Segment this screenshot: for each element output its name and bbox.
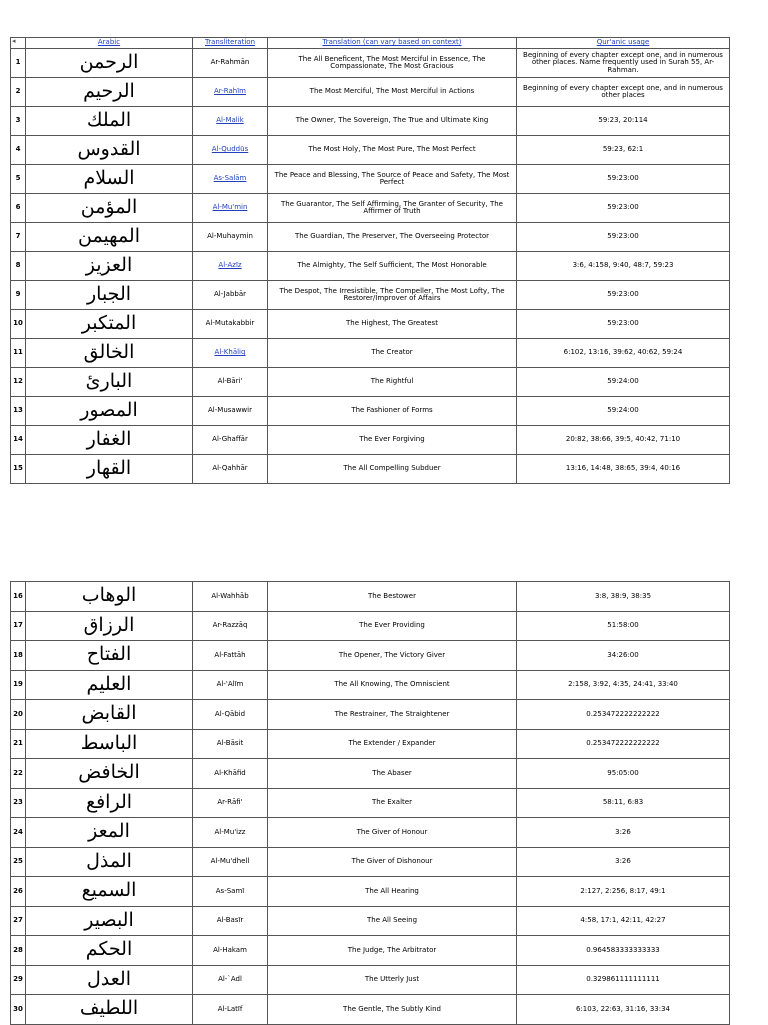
translation: The Extender / Expander xyxy=(268,729,517,759)
quranic-usage: 59:24:00 xyxy=(517,368,730,397)
header-usage[interactable]: Qur'anic usage xyxy=(517,38,730,49)
translation: The Highest, The Greatest xyxy=(268,310,517,339)
table-row xyxy=(11,252,730,281)
table-row xyxy=(11,136,730,165)
arabic-name: المعز xyxy=(26,818,193,848)
arabic-name: الملك xyxy=(26,107,193,136)
row-number: 22 xyxy=(11,759,26,789)
row-number: 19 xyxy=(11,670,26,700)
transliteration[interactable]: Al-Mu'min xyxy=(193,194,268,223)
transliteration: Al-'Alīm xyxy=(193,670,268,700)
translation: The Creator xyxy=(268,339,517,368)
translation: The Owner, The Sovereign, The True and Ultimate King xyxy=(268,107,517,136)
arabic-name: السلام xyxy=(26,165,193,194)
transliteration: Al-Qābid xyxy=(193,700,268,730)
arabic-name: القدوس xyxy=(26,136,193,165)
transliteration: Al-Jabbār xyxy=(193,281,268,310)
translation: The Gentle, The Subtly Kind xyxy=(268,995,517,1025)
arabic-name: العدل xyxy=(26,965,193,995)
row-number: 1 xyxy=(11,49,26,78)
quranic-usage: 20:82, 38:66, 39:5, 40:42, 71:10 xyxy=(517,426,730,455)
row-number: 18 xyxy=(11,641,26,671)
table-row xyxy=(11,611,730,641)
quranic-usage: 34:26:00 xyxy=(517,641,730,671)
table-row xyxy=(11,339,730,368)
arabic-name: القهار xyxy=(26,455,193,484)
table-row xyxy=(11,397,730,426)
transliteration: Ar-Rāfi' xyxy=(193,788,268,818)
row-number: 13 xyxy=(11,397,26,426)
arabic-name: الجبار xyxy=(26,281,193,310)
table-row xyxy=(11,847,730,877)
transliteration: Al-Fattāh xyxy=(193,641,268,671)
arabic-name: الخالق xyxy=(26,339,193,368)
translation: The Exalter xyxy=(268,788,517,818)
table-row xyxy=(11,223,730,252)
arabic-name: الوهاب xyxy=(26,582,193,612)
row-number: 20 xyxy=(11,700,26,730)
filter-icon[interactable]: ◂ xyxy=(12,37,16,45)
quranic-usage: 95:05:00 xyxy=(517,759,730,789)
transliteration[interactable]: Al-Quddūs xyxy=(193,136,268,165)
arabic-name: العزيز xyxy=(26,252,193,281)
translation: The Restrainer, The Straightener xyxy=(268,700,517,730)
quranic-usage: 4:58, 17:1, 42:11, 42:27 xyxy=(517,906,730,936)
quranic-usage: Beginning of every chapter except one, and in numerous other places xyxy=(517,78,730,107)
row-number: 26 xyxy=(11,877,26,907)
arabic-name: الرحمن xyxy=(26,49,193,78)
quranic-usage: 2:127, 2:256, 8:17, 49:1 xyxy=(517,877,730,907)
quranic-usage: 59:24:00 xyxy=(517,397,730,426)
translation: The Almighty, The Self Sufficient, The Most Honorable xyxy=(268,252,517,281)
translation: The Guardian, The Preserver, The Overseeing Protector xyxy=(268,223,517,252)
arabic-name: المصور xyxy=(26,397,193,426)
table-row xyxy=(11,281,730,310)
transliteration: Al-Mu'izz xyxy=(193,818,268,848)
row-number: 3 xyxy=(11,107,26,136)
table-row xyxy=(11,818,730,848)
transliteration: As-Samī xyxy=(193,877,268,907)
transliteration: Al-Bāsit xyxy=(193,729,268,759)
quranic-usage: 58:11, 6:83 xyxy=(517,788,730,818)
transliteration: Al-Mu'dhell xyxy=(193,847,268,877)
table-row xyxy=(11,107,730,136)
transliteration: Al-Wahhāb xyxy=(193,582,268,612)
table-row xyxy=(11,788,730,818)
table-row xyxy=(11,936,730,966)
arabic-name: الفتاح xyxy=(26,641,193,671)
translation: The Giver of Dishonour xyxy=(268,847,517,877)
translation: The Most Holy, The Most Pure, The Most Perfect xyxy=(268,136,517,165)
quranic-usage: 6:103, 22:63, 31:16, 33:34 xyxy=(517,995,730,1025)
table-row xyxy=(11,906,730,936)
transliteration: Al-Khāfid xyxy=(193,759,268,789)
table-row xyxy=(11,700,730,730)
arabic-name: البارئ xyxy=(26,368,193,397)
translation: The All Seeing xyxy=(268,906,517,936)
row-number: 12 xyxy=(11,368,26,397)
row-number: 25 xyxy=(11,847,26,877)
quranic-usage: 3:26 xyxy=(517,847,730,877)
table-row xyxy=(11,49,730,78)
quranic-usage: 3:6, 4:158, 9:40, 48:7, 59:23 xyxy=(517,252,730,281)
translation: The All Knowing, The Omniscient xyxy=(268,670,517,700)
quranic-usage: 3:8, 38:9, 38:35 xyxy=(517,582,730,612)
translation: The All Hearing xyxy=(268,877,517,907)
transliteration[interactable]: Al-Azīz xyxy=(193,252,268,281)
arabic-name: الرزاق xyxy=(26,611,193,641)
quranic-usage: 59:23:00 xyxy=(517,281,730,310)
row-number: 27 xyxy=(11,906,26,936)
table-row xyxy=(11,368,730,397)
transliteration: Al-Mutakabbir xyxy=(193,310,268,339)
arabic-name: اللطيف xyxy=(26,995,193,1025)
arabic-name: العليم xyxy=(26,670,193,700)
table-row xyxy=(11,877,730,907)
table-row xyxy=(11,995,730,1025)
quranic-usage: 0.964583333333333 xyxy=(517,936,730,966)
row-number: 15 xyxy=(11,455,26,484)
table-row xyxy=(11,729,730,759)
arabic-name: الرحيم xyxy=(26,78,193,107)
table-row xyxy=(11,165,730,194)
translation: The Peace and Blessing, The Source of Peace and Safety, The Most Perfect xyxy=(268,165,517,194)
transliteration: Al-Latīf xyxy=(193,995,268,1025)
row-number: 8 xyxy=(11,252,26,281)
row-number: 28 xyxy=(11,936,26,966)
translation: The Most Merciful, The Most Merciful in Actions xyxy=(268,78,517,107)
quranic-usage: 51:58:00 xyxy=(517,611,730,641)
translation: The Giver of Honour xyxy=(268,818,517,848)
quranic-usage: 6:102, 13:16, 39:62, 40:62, 59:24 xyxy=(517,339,730,368)
arabic-name: الخافض xyxy=(26,759,193,789)
translation: The Rightful xyxy=(268,368,517,397)
quranic-usage: 13:16, 14:48, 38:65, 39:4, 40:16 xyxy=(517,455,730,484)
table-row xyxy=(11,455,730,484)
arabic-name: البصير xyxy=(26,906,193,936)
transliteration: Al-Musawwir xyxy=(193,397,268,426)
quranic-usage: 59:23, 62:1 xyxy=(517,136,730,165)
table-row xyxy=(11,759,730,789)
header-num xyxy=(11,38,26,49)
translation: The Abaser xyxy=(268,759,517,789)
translation: The Fashioner of Forms xyxy=(268,397,517,426)
transliteration: Ar-Razzāq xyxy=(193,611,268,641)
table-body-2 xyxy=(11,582,730,1025)
row-number: 2 xyxy=(11,78,26,107)
translation: The Utterly Just xyxy=(268,965,517,995)
translation: The Bestower xyxy=(268,582,517,612)
names-table-2 xyxy=(10,581,730,1025)
table-row xyxy=(11,965,730,995)
transliteration: Al-Ghaffār xyxy=(193,426,268,455)
row-number: 7 xyxy=(11,223,26,252)
quranic-usage: 0.329861111111111 xyxy=(517,965,730,995)
header-row xyxy=(11,38,730,49)
table-row xyxy=(11,641,730,671)
row-number: 29 xyxy=(11,965,26,995)
arabic-name: المذل xyxy=(26,847,193,877)
transliteration[interactable]: As-Salām xyxy=(193,165,268,194)
transliteration[interactable]: Al-Khāliq xyxy=(193,339,268,368)
translation: The Opener, The Victory Giver xyxy=(268,641,517,671)
row-number: 4 xyxy=(11,136,26,165)
transliteration: Al-`Adl xyxy=(193,965,268,995)
transliteration: Al-Hakam xyxy=(193,936,268,966)
row-number: 24 xyxy=(11,818,26,848)
row-number: 11 xyxy=(11,339,26,368)
transliteration: Al-Muhaymin xyxy=(193,223,268,252)
names-table-1 xyxy=(10,37,730,484)
quranic-usage: 59:23:00 xyxy=(517,165,730,194)
quranic-usage: 2:158, 3:92, 4:35, 24:41, 33:40 xyxy=(517,670,730,700)
arabic-name: القابض xyxy=(26,700,193,730)
table-row xyxy=(11,78,730,107)
quranic-usage: Beginning of every chapter except one, and in numerous other places. Name frequently used in Surah 55, Ar-Rahman. xyxy=(517,49,730,78)
arabic-name: الرافع xyxy=(26,788,193,818)
row-number: 21 xyxy=(11,729,26,759)
row-number: 30 xyxy=(11,995,26,1025)
quranic-usage: 3:26 xyxy=(517,818,730,848)
arabic-name: المتكبر xyxy=(26,310,193,339)
transliteration[interactable]: Ar-Rahīm xyxy=(193,78,268,107)
row-number: 5 xyxy=(11,165,26,194)
row-number: 10 xyxy=(11,310,26,339)
transliteration: Al-Basīr xyxy=(193,906,268,936)
transliteration[interactable]: Al-Malik xyxy=(193,107,268,136)
table-row xyxy=(11,194,730,223)
translation: The Judge, The Arbitrator xyxy=(268,936,517,966)
row-number: 17 xyxy=(11,611,26,641)
arabic-name: السميع xyxy=(26,877,193,907)
translation: The Ever Forgiving xyxy=(268,426,517,455)
row-number: 14 xyxy=(11,426,26,455)
transliteration: Al-Bāri' xyxy=(193,368,268,397)
arabic-name: المهيمن xyxy=(26,223,193,252)
arabic-name: المؤمن xyxy=(26,194,193,223)
translation: The Ever Providing xyxy=(268,611,517,641)
translation: The All Beneficent, The Most Merciful in Essence, The Compassionate, The Most Gracious xyxy=(268,49,517,78)
translation: The All Compelling Subduer xyxy=(268,455,517,484)
quranic-usage: 59:23:00 xyxy=(517,194,730,223)
arabic-name: الغفار xyxy=(26,426,193,455)
row-number: 16 xyxy=(11,582,26,612)
transliteration: Ar-Rahmān xyxy=(193,49,268,78)
arabic-name: الحكم xyxy=(26,936,193,966)
header-transliteration[interactable]: Transliteration xyxy=(193,38,268,49)
quranic-usage: 59:23:00 xyxy=(517,310,730,339)
table-body-1 xyxy=(11,49,730,484)
arabic-name: الباسط xyxy=(26,729,193,759)
translation: The Despot, The Irresistible, The Compeller, The Most Lofty, The Restorer/Improver of Affairs xyxy=(268,281,517,310)
translation: The Guarantor, The Self Affirming, The Granter of Security, The Affirmer of Truth xyxy=(268,194,517,223)
quranic-usage: 0.253472222222222 xyxy=(517,729,730,759)
table-row xyxy=(11,670,730,700)
transliteration: Al-Qahhār xyxy=(193,455,268,484)
table-row xyxy=(11,426,730,455)
row-number: 23 xyxy=(11,788,26,818)
row-number: 6 xyxy=(11,194,26,223)
header-arabic[interactable]: Arabic xyxy=(26,38,193,49)
header-translation[interactable]: Translation (can vary based on context) xyxy=(268,38,517,49)
quranic-usage: 0.253472222222222 xyxy=(517,700,730,730)
table-row xyxy=(11,582,730,612)
quranic-usage: 59:23:00 xyxy=(517,223,730,252)
quranic-usage: 59:23, 20:114 xyxy=(517,107,730,136)
row-number: 9 xyxy=(11,281,26,310)
table-row xyxy=(11,310,730,339)
